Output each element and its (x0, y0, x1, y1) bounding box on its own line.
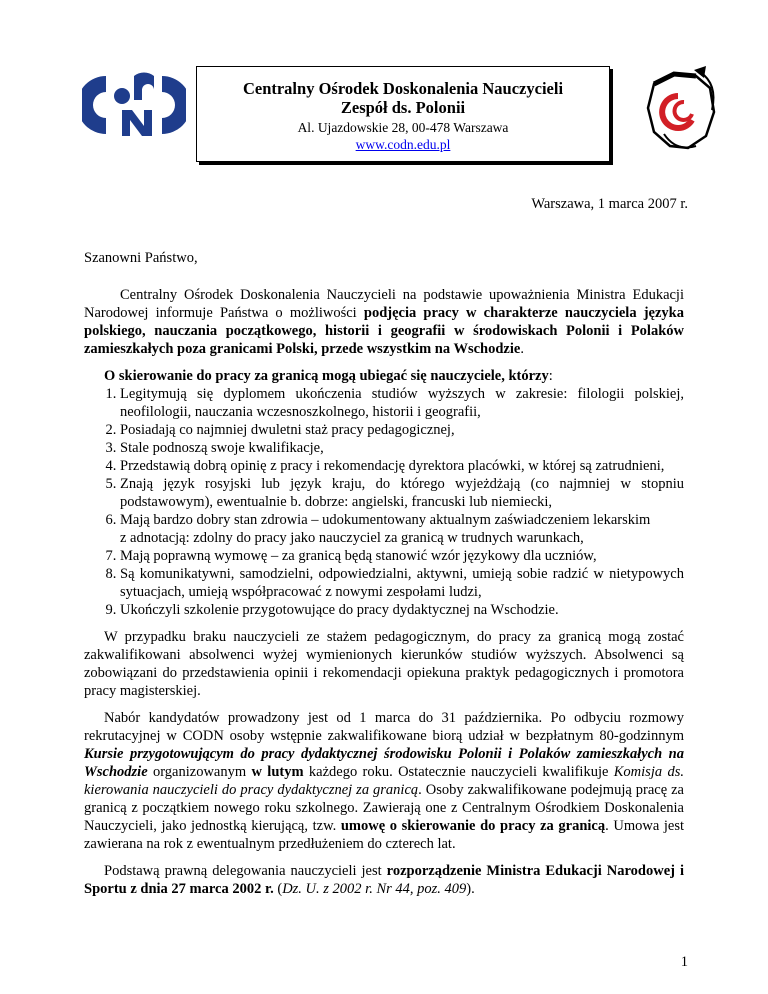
legal-text: ). (466, 881, 475, 897)
requirements-lead-colon: : (548, 368, 553, 384)
list-item (120, 511, 684, 547)
list-item-note: z adnotacją: zdolny do pracy jako nauczyciel za granicą w trudnych warunkach, (120, 530, 584, 546)
list-item: 1. Legitymują się dyplomem ukończenia studiów wyższych w zakresie: filologii polskiej, neofilologii, nauczania wczesnoszkolnego, historii i geografii, (120, 385, 684, 421)
requirements-list (84, 385, 684, 619)
list-item: 8. Są komunikatywni, samodzielni, odpowiedzialni, aktywni, umieją sobie radzić w nietypowych sytuacjach, umieją współpracować z nowymi zespołami ludzi, (120, 565, 684, 601)
list-item: 5. Znają język rosyjski lub język kraju, do którego wyjeżdżają (co najmniej w stopniu podstawowym), ewentualnie b. dobrze: angielski, francuski lub niemiecki, (120, 475, 684, 511)
institution-name: Centralny Ośrodek Doskonalenia Nauczycieli (242, 79, 564, 98)
course-month: w lutym (251, 764, 304, 780)
codn-logo (82, 70, 186, 140)
recruitment-text: . Osoby zakwalifikowane podejmują pracę za granicą z początkiem nowego roku szkolnego. Zawierają one z Centralnym Ośrodkiem Doskonalenia Nauczycieli, jako jednostką kierującą, tzw. (84, 782, 684, 834)
letterhead-box (196, 66, 610, 162)
journal-reference: Dz. U. z 2002 r. Nr 44, poz. 409 (282, 881, 467, 897)
intro-period: . (520, 341, 524, 357)
list-item: 3. Stale podnoszą swoje kwalifikacje, (120, 439, 684, 457)
course-name: Kursie przygotowującym do pracy dydaktycznej środowisku Polonii i Polaków zamieszkałych na Wschodzie (84, 746, 684, 780)
legal-basis-paragraph (84, 862, 684, 898)
requirements-lead (84, 367, 684, 385)
list-item: 9. Ukończyli szkolenie przygotowujące do pracy dydaktycznej na Wschodzie. (120, 601, 684, 619)
department-name: Zespół ds. Polonii (340, 98, 466, 117)
list-item: 4. Przedstawią dobrą opinię z pracy i rekomendację dyrektora placówki, w której są zatrudnieni, (120, 457, 684, 475)
letter-body (84, 249, 684, 898)
recruitment-paragraph (84, 709, 684, 853)
committee-name: Komisja ds. kierowania nauczycieli do pracy dydaktycznej za granicą (84, 764, 684, 798)
list-item: 2. Posiadają co najmniej dwuletni staż pracy pedagogicznej, (120, 421, 684, 439)
contract-name: umowę o skierowanie do pracy za granicą (340, 818, 606, 834)
regulation-name: rozporządzenie Ministra Edukacji Narodowej i Sportu z dnia 27 marca 2002 r. (84, 863, 684, 897)
graduates-paragraph: W przypadku braku nauczycieli ze stażem pedagogicznym, do pracy za granicą mogą zostać zakwalifikowani absolwenci wyżej wymienionych kierunków studiów wyższych. Absolwenci są zobowiązani do przedstawienia opinii i rekomendacji opiekuna praktyk pedagogicznych i promotora pracy magisterskiej. (84, 629, 684, 699)
page-number: 1 (680, 954, 688, 970)
legal-text: Podstawą prawną delegowania nauczycieli jest (104, 863, 387, 879)
recruitment-text: . Umowa jest zawierana na rok z ewentualnym przedłużeniem do czterech lat. (84, 818, 685, 852)
polonia-emblem-logo (640, 64, 720, 156)
intro-paragraph (84, 286, 684, 358)
recruitment-text: każdego roku. Ostatecznie nauczycieli kwalifikuje (303, 764, 614, 780)
legal-text: ( (273, 881, 283, 897)
list-item: 7. Mają poprawną wymowę – za granicą będą stanowić wzór językowy dla uczniów, (120, 547, 684, 565)
recruitment-text: organizowanym (147, 764, 252, 780)
salutation: Szanowni Państwo, (84, 250, 198, 266)
recruitment-text: Nabór kandydatów prowadzony jest od 1 marca do 31 października. Po odbyciu rozmowy rekrutacyjnej w CODN osoby wstępnie zakwalifikowane biorą udział w bezpłatnym 80-godzinnym (84, 710, 684, 744)
intro-text: Centralny Ośrodek Doskonalenia Nauczycieli na podstawie upoważnienia Ministra Edukacji Narodowej informuje Państwa o możliwości (84, 287, 684, 321)
address: Al. Ujazdowskie 28, 00-478 Warszawa (297, 120, 509, 135)
letter-date: Warszawa, 1 marca 2007 r. (531, 196, 688, 212)
list-item-text: Mają bardzo dobry stan zdrowia – udokumentowany aktualnym zaświadczeniem lekarskim (120, 512, 651, 528)
intro-emphasis: podjęcia pracy w charakterze nauczyciela języka polskiego, nauczania początkowego, historii i geografii w środowiskach Polonii i Polaków zamieszkałych poza granicami Polski, przede wszystkim na Wschodzie (84, 305, 684, 357)
requirements-lead-text: O skierowanie do pracy za granicą mogą ubiegać się nauczyciele, którzy (104, 368, 549, 384)
website-link[interactable]: www.codn.edu.pl (355, 137, 451, 152)
